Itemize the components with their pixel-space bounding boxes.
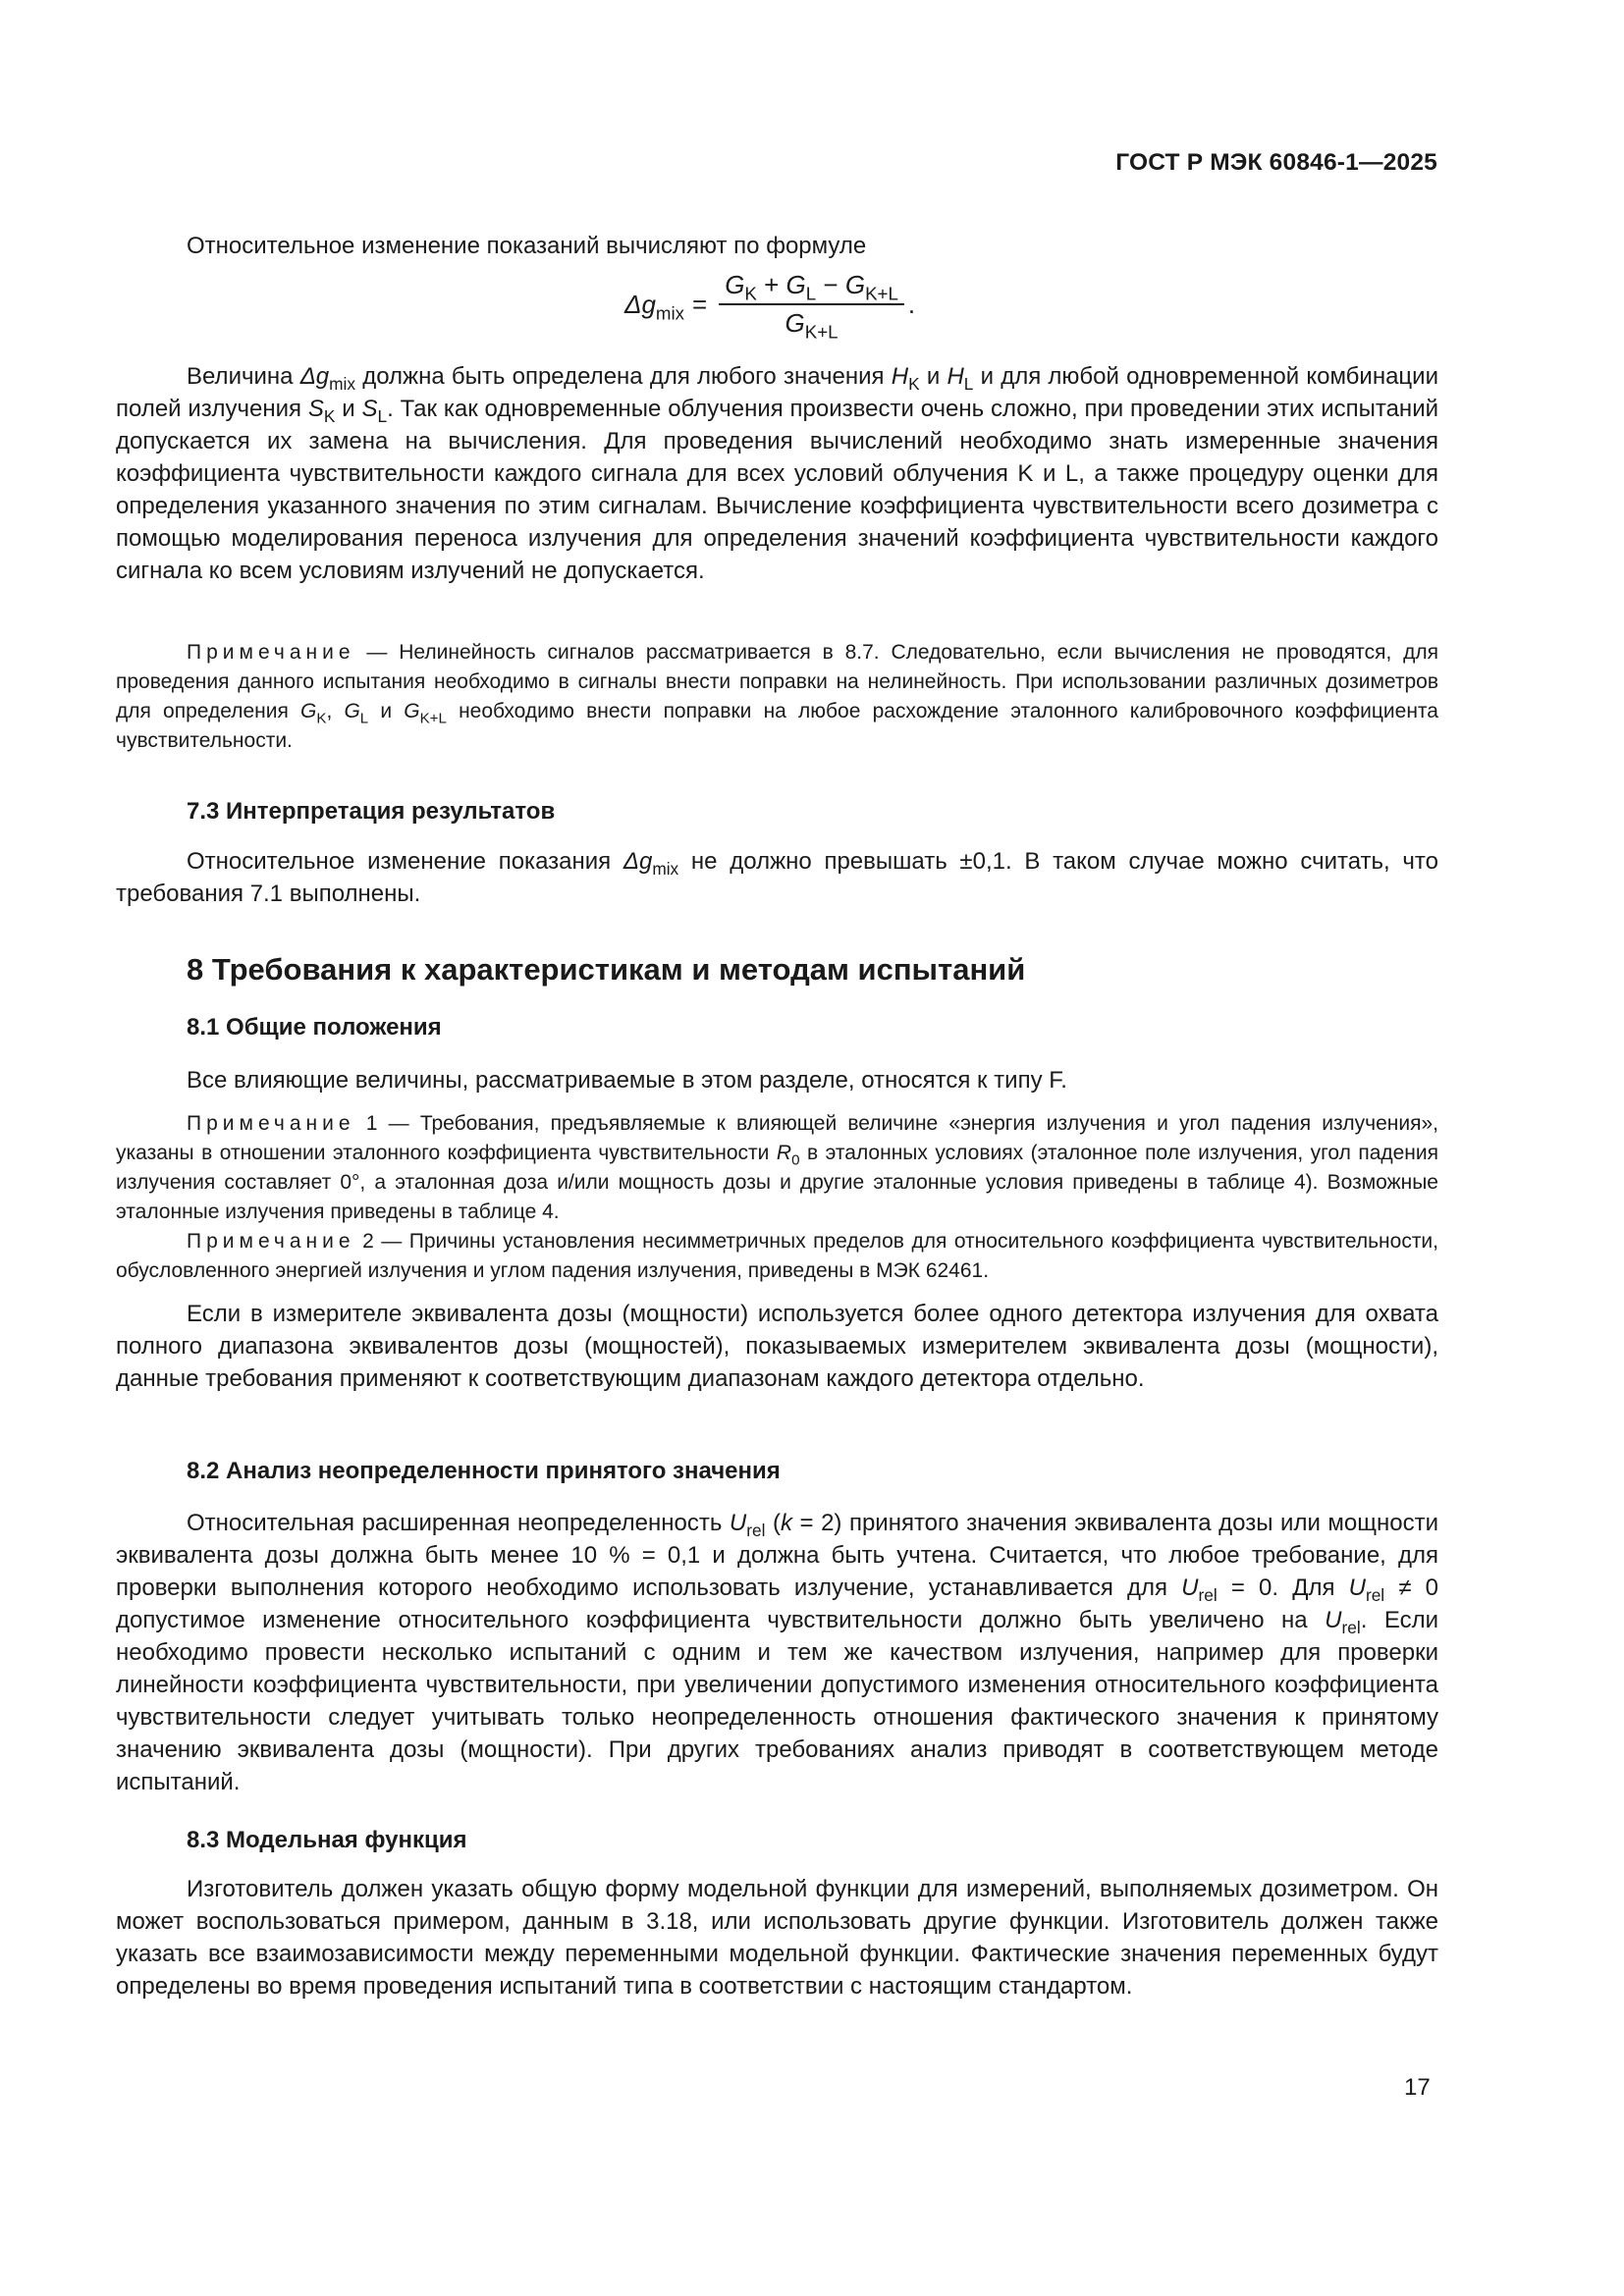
- section-8-1-body: [116, 1064, 1438, 1096]
- section-8-3-body: [116, 1873, 1438, 2002]
- formula-numerator: $G_K + G_L - G_{K+L}$: [719, 270, 904, 305]
- paragraph-text: Изготовитель должен указать общую форму модельной функции для измерений, выполняемых дозиметром. Он может воспользоваться примером, данным в 3.18, или использовать другие функции. Изготовитель должен также указать все взаимозависимости между переменными модельной функции. Фактические значения переменных будут определены во время проведения испытаний типа в соответствии с настоящим стандартом.: [116, 1876, 1438, 2000]
- section-7-3-body: [116, 845, 1438, 910]
- document-header-id: ГОСТ Р МЭК 60846-1—2025: [1115, 149, 1437, 176]
- paragraph-text: Если в измерителе эквивалента дозы (мощности) используется более одного детектора излучения для охвата полного диапазона эквивалентов дозы (мощностей), показываемых измерителем эквивалента дозы (мощности), данные требования применяют к соответствующим диапазонам каждого детектора отдельно.: [116, 1301, 1438, 1392]
- note-label: Примечание: [187, 1230, 355, 1253]
- section-8-1: [116, 1014, 1438, 1041]
- section-8-title: 8 Требования к характеристикам и методам испытаний: [187, 952, 1026, 987]
- note-1: Примечание 1 — Требования, предъявляемые к влияющей величине «энергия излучения и угол падения излучения», указаны в отношении эталонного коэффициента чувствительности $R_0$ в эталонных условиях (эталонное поле излучения, угол падения излучения составляет 0°, а эталонная доза и/или мощность дозы и другие эталонные условия приведены в таблице 4). Возможные эталонные излучения приведены в таблице 4.: [116, 1112, 1438, 1223]
- section-8-2-title: 8.2 Анализ неопределенности принятого значения: [187, 1458, 781, 1484]
- section-8-3-title: 8.3 Модельная функция: [187, 1827, 467, 1853]
- section-8-3: [116, 1827, 1438, 1854]
- formula-lhs: $\Delta g_{mix}$: [624, 289, 684, 324]
- paragraph-text: Относительное изменение показания $\Delta g_{mix}$ не должно превышать ±0,1. В таком случае можно считать, что требования 7.1 выполнены.: [116, 848, 1438, 907]
- formula-delta-g-mix: [624, 263, 915, 346]
- intro-text: Относительное изменение показаний вычисляют по формуле: [187, 233, 867, 259]
- note-2: Примечание 2 — Причины установления несимметричных пределов для относительного коэффициента чувствительности, обусловленного энергией излучения и углом падения излучения, приведены в МЭК 62461.: [116, 1230, 1438, 1282]
- section-7-3: [116, 798, 1438, 826]
- note-label: Примечание: [187, 1112, 355, 1135]
- note-nonlinearity: [116, 638, 1438, 756]
- paragraph-type-f: Все влияющие величины, рассматриваемые в этом разделе, относятся к типу F.: [187, 1067, 1067, 1094]
- note-text: Примечание — Нелинейность сигналов рассматривается в 8.7. Следовательно, если вычисления не проводятся, для проведения данного испытания необходимо в сигналы внести поправки на нелинейность. При использовании различных дозиметров для определения $G_K$, $G_L$ и $G_{K+L}$ необходимо внести поправки на любое расхождение эталонного калибровочного коэффициента чувствительности.: [116, 641, 1438, 752]
- formula-period: .: [907, 289, 916, 319]
- section-8-2: [116, 1458, 1438, 1485]
- formula-equals: =: [692, 289, 708, 319]
- formula-fraction: [719, 270, 904, 343]
- section-8-1-detector-paragraph: [116, 1298, 1438, 1395]
- page-number: 17: [1404, 2074, 1431, 2101]
- note-label: Примечание: [187, 641, 355, 664]
- intro-paragraph: [116, 230, 1438, 262]
- paragraph-text: Величина $\Delta g_{mix}$ должна быть определена для любого значения $H_K$ и $H_L$ и для любой одновременной комбинации полей излучения $S_K$ и $S_L$. Так как одновременные облучения произвести очень сложно, при проведении этих испытаний допускается их замена на вычисления. Для проведения вычислений необходимо знать измеренные значения коэффициента чувствительности каждого сигнала для всех условий облучения K и L, а также процедуру оценки для определения указанного значения по этим сигналам. Вычисление коэффициента чувствительности всего дозиметра с помощью моделирования переноса излучения для определения значений коэффициента чувствительности каждого сигнала ко всем условиям излучений не допускается.: [116, 363, 1438, 584]
- paragraph-delta-g-definition: [116, 360, 1438, 587]
- formula-denominator: $G_{K+L}$: [785, 308, 839, 343]
- section-8-1-notes: [116, 1109, 1438, 1286]
- section-8-1-title: 8.1 Общие положения: [187, 1014, 442, 1041]
- section-8: [116, 952, 1438, 988]
- paragraph-text: Относительная расширенная неопределенность $U_{rel}$ (k = 2) принятого значения эквивалента дозы или мощности эквивалента дозы должна быть менее 10 % = 0,1 и должна быть учтена. Считается, что любое требование, для проверки выполнения которого необходимо использовать излучение, устанавливается для $U_{rel} = 0$. Для $U_{rel} \ne 0$ допустимое изменение относительного коэффициента чувствительности должно быть увеличено на $U_{rel}$. Если необходимо провести несколько испытаний с одним и тем же качеством излучения, например для проверки линейности коэффициента чувствительности, при увеличении допустимого изменения относительного коэффициента чувствительности следует учитывать только неопределенность отношения фактического значения к принятому значению эквивалента дозы (мощности). При других требованиях анализ приводят в соответствующем методе испытаний.: [116, 1510, 1439, 1795]
- section-7-3-title: 7.3 Интерпретация результатов: [187, 798, 556, 825]
- section-8-2-body: [116, 1507, 1438, 1798]
